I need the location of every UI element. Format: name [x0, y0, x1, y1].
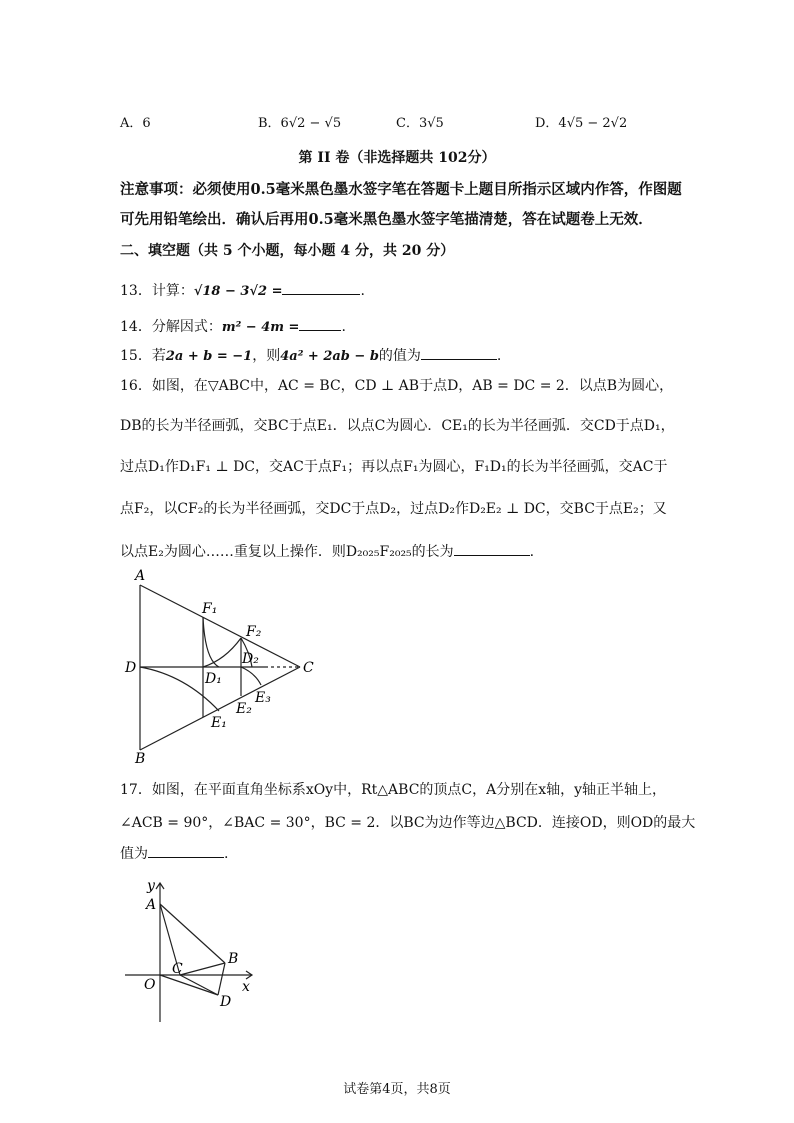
q16-line-4: 点F₂，以CF₂的长为半径画弧，交DC于点D₂，过点D₂作D₂E₂ ⊥ DC，交BC于点E₂；又 — [120, 501, 667, 517]
q14-prefix: 14．分解因式： — [120, 319, 222, 335]
q15-condition: 2a + b = −1 — [165, 349, 253, 364]
q15-prefix: 15．若 — [120, 348, 166, 364]
option-d: D．4√5 − 2√2 — [535, 116, 628, 131]
q14-expr: m² − 4m = — [221, 320, 300, 335]
q17-answer-blank[interactable] — [148, 843, 224, 858]
label-C: C — [303, 660, 314, 676]
q16-line-2: DB的长为半径画弧，交BC于点E₁．以点C为圆心．CE₁的长为半径画弧．交CD于点D₁， — [120, 418, 675, 434]
q17-line-1: 17．如图，在平面直角坐标系xOy中，Rt△ABC的顶点C，A分别在x轴，y轴正半轴上， — [120, 782, 667, 798]
q15-tail: 的值为 — [378, 348, 421, 364]
q16-line-3: 过点D₁作D₁F₁ ⊥ DC，交AC于点F₁；再以点F₁为圆心，F₁D₁的长为半径画弧，交AC于 — [120, 459, 668, 475]
q17-suffix: . — [224, 846, 229, 862]
q15-suffix: . — [496, 348, 502, 364]
notice-line-1: 注意事项：必须使用0.5毫米黑色墨水签字笔在答题卡上题目所指示区域内作答，作图题 — [120, 181, 682, 198]
q17-line-2: ∠ACB = 90°，∠BAC = 30°，BC = 2．以BC为边作等边△BCD．连接OD，则OD的最大 — [120, 815, 696, 831]
q14-suffix: . — [341, 319, 346, 335]
label-B: B — [228, 951, 239, 967]
q16-line-5-text: 以点E₂为圆心……重复以上操作．则D₂₀₂₅F₂₀₂₅的长为 — [120, 544, 454, 560]
label-E1: E₁ — [211, 715, 227, 731]
part-title: 第 II 卷（非选择题共 102分） — [298, 150, 496, 166]
q16-line-5 — [120, 541, 534, 561]
label-E3: E₃ — [255, 690, 271, 706]
option-a: A．6 — [120, 116, 151, 131]
question-15 — [120, 345, 501, 365]
q16-answer-blank[interactable] — [454, 541, 530, 556]
arc-D2E3 — [241, 667, 261, 685]
label-y: y — [147, 878, 155, 894]
section-title: 二、填空题（共 5 个小题，每小题 4 分，共 20 分） — [120, 243, 455, 259]
figure-16 — [115, 565, 325, 770]
label-x: x — [242, 979, 250, 995]
segment-CB — [180, 963, 225, 975]
q15-mid: ，则 — [252, 348, 281, 364]
segment-AB — [160, 904, 225, 963]
option-b: B．6√2 − √5 — [258, 116, 342, 131]
q17-line-3-text: 值为 — [120, 846, 148, 862]
question-14 — [120, 316, 346, 336]
label-C: C — [172, 961, 183, 977]
label-B: B — [135, 751, 146, 767]
q13-suffix: . — [360, 283, 365, 299]
segment-BD — [218, 963, 225, 995]
label-D1: D₁ — [205, 671, 222, 687]
option-c: C．3√5 — [396, 116, 444, 131]
q13-expr: √18 − 3√2 = — [193, 284, 283, 299]
segment-OD — [160, 975, 218, 995]
q15-answer-blank[interactable] — [421, 345, 497, 360]
q16-suffix: . — [529, 544, 535, 560]
label-F2: F₂ — [246, 624, 262, 640]
label-A: A — [146, 897, 157, 913]
q13-answer-blank[interactable] — [282, 280, 360, 295]
q14-answer-blank[interactable] — [299, 316, 341, 331]
figure-17 — [120, 875, 265, 1025]
label-F1: F₁ — [202, 601, 218, 617]
label-D2: D₂ — [242, 651, 259, 667]
q13-prefix: 13．计算： — [120, 283, 194, 299]
label-A: A — [135, 568, 146, 584]
segment-AC — [140, 585, 300, 667]
q16-line-1: 16．如图，在▽ABC中，AC = BC，CD ⊥ AB于点D，AB = DC = 2．以点B为圆心， — [120, 378, 674, 394]
label-D: D — [125, 660, 137, 676]
page-footer: 试卷第4页，共8页 — [343, 1082, 451, 1097]
label-O: O — [144, 977, 156, 993]
label-D: D — [220, 994, 232, 1010]
q15-expr: 4a² + 2ab − b — [280, 349, 379, 364]
segment-CD — [180, 975, 218, 995]
notice-line-2: 可先用铅笔绘出．确认后再用0.5毫米黑色墨水签字笔描清楚，答在试题卷上无效． — [120, 211, 653, 228]
question-13 — [120, 280, 365, 300]
q17-line-3 — [120, 843, 228, 863]
label-E2: E₂ — [236, 701, 252, 717]
